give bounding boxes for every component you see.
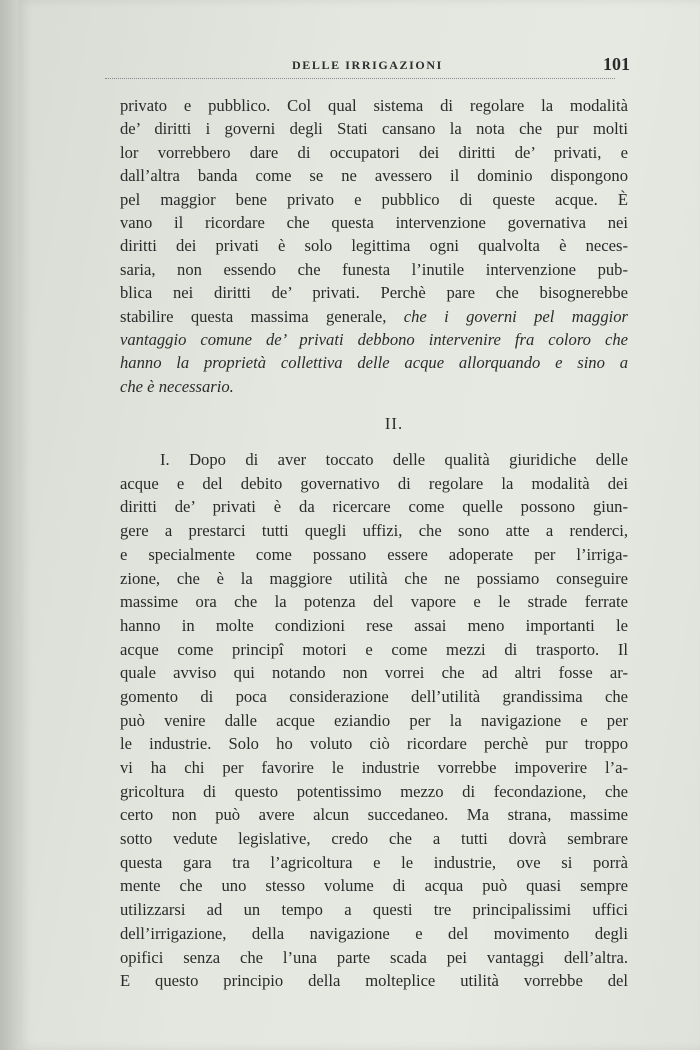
running-title: DELLE IRRIGAZIONI <box>292 58 443 72</box>
text-line: acque come principî motori e come mezzi di trasporto. Il <box>120 639 628 659</box>
section-heading: II. <box>384 414 404 434</box>
text-line: pel maggior bene privato e pubblico di queste acque. È <box>120 189 628 209</box>
text-line: utilizzarsi ad un tempo a questi tre principalissimi uffici <box>120 900 628 920</box>
text-line: dell’irrigazione, della navigazione e del movimento degli <box>120 923 628 943</box>
text-line: diritti dei privati è solo legittima ogni qualvolta è neces- <box>120 236 628 256</box>
paragraph-2 <box>120 448 628 993</box>
text-line: I. Dopo di aver toccato delle qualità giuridiche delle <box>160 450 628 470</box>
header-rule <box>105 78 615 79</box>
italic-text-run: che i governi pel maggior <box>403 306 629 326</box>
body-text <box>120 94 628 993</box>
text-line-mixed <box>120 305 628 328</box>
text-line: dall’altra banda come se ne avessero il dominio dispongono <box>120 166 628 186</box>
text-line: e specialmente come possano essere adoperate per l’irriga- <box>120 544 628 564</box>
text-line: certo non può avere alcun succedaneo. Ma strana, massime <box>120 805 628 825</box>
text-line: può venire dalle acque eziandio per la navigazione e per <box>120 710 628 730</box>
text-line: de’ diritti i governi degli Stati cansano la nota che pur molti <box>120 119 628 139</box>
text-line: lor vorrebbero dare di occupatori dei diritti de’ privati, e <box>120 142 628 162</box>
italic-text-line: vantaggio comune de’ privati debbono intervenire fra coloro che <box>120 329 628 349</box>
text-line: gricoltura di questo potentissimo mezzo di fecondazione, che <box>120 781 628 801</box>
text-line: questa gara tra l’agricoltura e le industrie, ove si porrà <box>120 852 628 872</box>
page-edge <box>0 0 18 1050</box>
text-line: saria, non essendo che funesta l’inutile intervenzione pub- <box>120 259 628 279</box>
text-line: gomento di poca considerazione dell’utilità grandissima che <box>120 686 628 706</box>
italic-text-line: che è necessario. <box>120 376 234 396</box>
text-line: sotto vedute legislative, credo che a tutti dovrà sembrare <box>120 829 628 849</box>
text-line: diritti de’ privati è da ricercare come quelle possono giun- <box>120 497 628 517</box>
italic-text-line: hanno la proprietà collettiva delle acque allorquando e sino a <box>120 353 628 373</box>
text-run: stabilire questa massima generale, <box>120 306 387 326</box>
paragraph-1 <box>120 94 628 398</box>
text-line: vano il ricordare che questa intervenzione governativa nei <box>120 212 628 232</box>
page-header <box>100 54 630 82</box>
page-number: 101 <box>603 54 630 74</box>
text-line: opifici senza che l’una parte scada pei vantaggi dell’altra. <box>120 947 628 967</box>
text-line: privato e pubblico. Col qual sistema di regolare la modalità <box>120 96 628 115</box>
text-line: E questo principio della molteplice utilità vorrebbe del <box>120 971 628 991</box>
text-line: quale avviso qui notando non vorrei che ad altri fosse ar- <box>120 663 628 683</box>
text-line: vi ha chi per favorire le industrie vorrebbe impoverire l’a- <box>120 758 628 778</box>
text-line: massime ora che la potenza del vapore e le strade ferrate <box>120 592 628 612</box>
text-line: gere a prestarci tutti quegli uffizi, che sono atte a renderci, <box>120 521 628 541</box>
text-line: mente che uno stesso volume di acqua può quasi sempre <box>120 876 628 896</box>
text-line: hanno in molte condizioni rese assai meno importanti le <box>120 615 628 635</box>
text-line: acque e del debito governativo di regolare la modalità dei <box>120 473 628 493</box>
text-line: le industrie. Solo ho voluto ciò ricordare perchè pur troppo <box>120 734 628 754</box>
text-line: zione, che è la maggiore utilità che ne possiamo conseguire <box>120 568 628 588</box>
text-line: blica nei diritti de’ privati. Perchè pare che bisognerebbe <box>120 283 628 303</box>
